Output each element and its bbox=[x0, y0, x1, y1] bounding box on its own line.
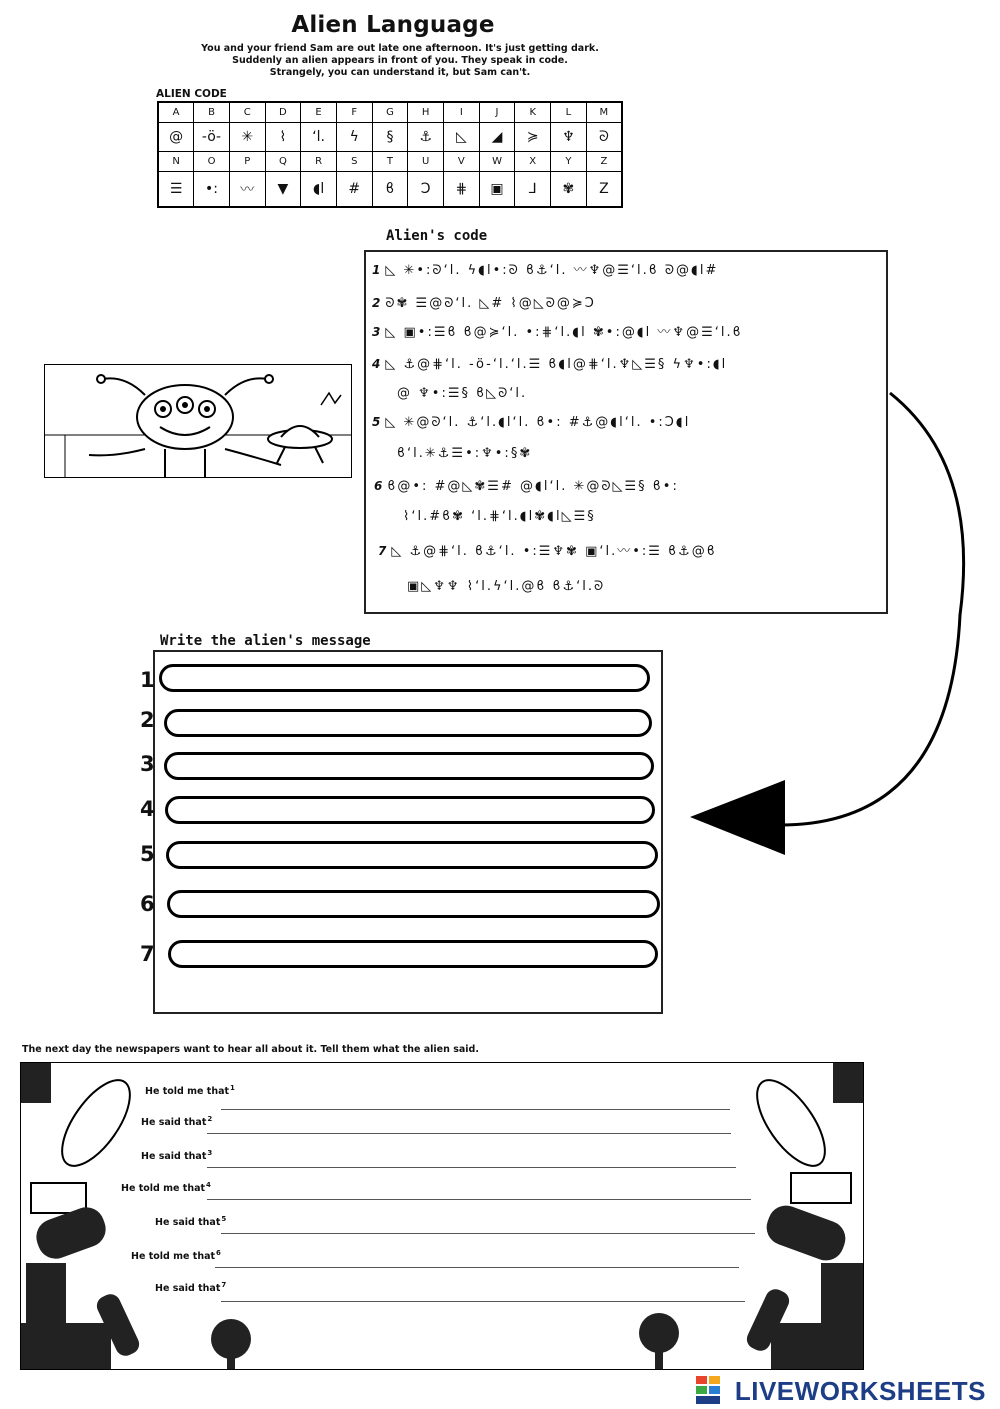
code-letter: Q bbox=[265, 151, 301, 171]
code-symbol: ▣ bbox=[479, 171, 515, 207]
code-symbol: ✳ bbox=[229, 123, 265, 151]
code-letter: I bbox=[444, 102, 480, 123]
answer-input-7[interactable] bbox=[168, 940, 658, 968]
intro-line: Strangely, you can understand it, but Sam can't. bbox=[269, 67, 531, 78]
newspaper-answer-1[interactable] bbox=[221, 1097, 730, 1110]
newspaper-label bbox=[145, 1084, 235, 1097]
code-letter: S bbox=[336, 151, 372, 171]
code-letter: A bbox=[158, 102, 194, 123]
answer-input-6[interactable] bbox=[167, 890, 660, 918]
newspaper-intro: The next day the newspapers want to hear all about it. Tell them what the alien said. bbox=[22, 1044, 479, 1055]
code-line-number: 6 bbox=[374, 479, 383, 493]
answer-number: 3 bbox=[140, 752, 155, 776]
code-symbol: ≽ bbox=[515, 123, 551, 151]
code-symbol-row bbox=[158, 171, 622, 207]
code-letter-row bbox=[158, 151, 622, 171]
alien-illustration bbox=[44, 364, 352, 478]
code-symbol: ϐ bbox=[372, 171, 408, 207]
code-line bbox=[372, 262, 718, 279]
code-letter: E bbox=[301, 102, 337, 123]
answer-input-5[interactable] bbox=[166, 841, 658, 869]
code-letter: J bbox=[479, 102, 515, 123]
newspaper-label-text: He told me that bbox=[131, 1251, 216, 1263]
alien-drawing bbox=[45, 365, 351, 477]
code-symbol: •: bbox=[194, 171, 230, 207]
answer-input-2[interactable] bbox=[164, 709, 652, 737]
code-letter: M bbox=[586, 102, 622, 123]
worksheet-title: Alien Language bbox=[291, 12, 495, 38]
newspaper-label-number: 4 bbox=[206, 1181, 211, 1189]
code-letter: O bbox=[194, 151, 230, 171]
code-line bbox=[402, 578, 605, 595]
code-letter: N bbox=[158, 151, 194, 171]
newspaper-label-text: He told me that bbox=[121, 1183, 206, 1195]
code-symbol: Ͻ bbox=[408, 171, 444, 207]
newspaper-label-number: 6 bbox=[216, 1249, 221, 1257]
newspaper-box bbox=[20, 1062, 864, 1370]
code-symbol: ʻl. bbox=[301, 123, 337, 151]
aliens-code-title: Alien's code bbox=[386, 228, 488, 244]
code-letter: F bbox=[336, 102, 372, 123]
newspaper-label-number: 2 bbox=[207, 1115, 213, 1123]
code-line bbox=[378, 543, 717, 560]
newspaper-answer-4[interactable] bbox=[207, 1187, 751, 1200]
code-symbol: ▼ bbox=[265, 171, 301, 207]
code-letter: L bbox=[551, 102, 587, 123]
code-letter: U bbox=[408, 151, 444, 171]
newspaper-label bbox=[155, 1281, 226, 1294]
newspaper-label bbox=[121, 1181, 211, 1194]
answer-number: 6 bbox=[140, 892, 155, 916]
code-line-text: ϐʻl.✳⚓☰•:♆•:§✾ bbox=[397, 446, 533, 461]
alien-code-label: ALIEN CODE bbox=[156, 88, 227, 100]
answer-number: 2 bbox=[140, 708, 155, 732]
code-letter: R bbox=[301, 151, 337, 171]
code-letter: C bbox=[229, 102, 265, 123]
code-line bbox=[372, 295, 596, 312]
newspaper-answer-5[interactable] bbox=[221, 1221, 755, 1234]
code-letter-row bbox=[158, 102, 622, 123]
code-line-text: ◺ ⚓@⋕ʻl. ϐ⚓ʻl. •:☰♆✾ ▣ʻl.〰•:☰ ϐ⚓@ϐ bbox=[391, 544, 717, 559]
newspaper-label-text: He said that bbox=[141, 1117, 207, 1129]
newspaper-label-number: 3 bbox=[207, 1149, 213, 1157]
newspaper-label bbox=[131, 1249, 221, 1262]
code-line bbox=[372, 324, 743, 341]
answer-input-1[interactable] bbox=[159, 664, 650, 692]
newspaper-label bbox=[141, 1149, 212, 1162]
code-line-number: 1 bbox=[372, 263, 381, 277]
code-line-text: @ ♆•:☰§ ϐ◺ᘐʻl. bbox=[397, 386, 528, 401]
code-letter: H bbox=[408, 102, 444, 123]
code-letter: Z bbox=[586, 151, 622, 171]
code-symbol: ⌇ bbox=[265, 123, 301, 151]
code-line-text: ϐ@•: #@◺✾☰# @◖lʻl. ✳@ᘐ◺☰§ ϐ•: bbox=[387, 479, 679, 494]
code-line-number: 4 bbox=[372, 357, 381, 371]
code-symbol: ✾ bbox=[551, 171, 587, 207]
newspaper-label-number: 7 bbox=[221, 1281, 227, 1289]
code-symbol: ⚓ bbox=[408, 123, 444, 151]
newspaper-label-text: He told me that bbox=[145, 1086, 230, 1098]
code-line bbox=[398, 508, 596, 525]
code-symbol: @ bbox=[158, 123, 194, 151]
alien-code-table bbox=[157, 101, 623, 208]
liveworksheets-logo: LIVEWORKSHEETS bbox=[734, 1376, 986, 1406]
code-letter: W bbox=[479, 151, 515, 171]
code-line-number: 3 bbox=[372, 325, 381, 339]
code-line-text: ⌇ʻl.#ϐ✾ ʻl.⋕ʻl.◖l✾◖l◺☰§ bbox=[403, 509, 596, 524]
code-line bbox=[372, 356, 727, 373]
answer-number: 4 bbox=[140, 797, 155, 821]
code-letter: T bbox=[372, 151, 408, 171]
code-line bbox=[372, 414, 690, 431]
code-letter: G bbox=[372, 102, 408, 123]
code-line-text: ◺ ▣•:☰ϐ ϐ@≽ʻl. •:⋕ʻl.◖l ✾•:@◖l 〰♆@☰ʻl.ϐ bbox=[385, 325, 743, 340]
code-symbol: Z bbox=[586, 171, 622, 207]
newspaper-answer-2[interactable] bbox=[207, 1121, 731, 1134]
liveworksheets-logo-icon bbox=[696, 1376, 720, 1404]
code-symbol: ϟ bbox=[336, 123, 372, 151]
code-line-text: ◺ ✳•:ᘐʻl. ϟ◖l•:ᘐ ϐ⚓ʻl. 〰♆@☰ʻl.ϐ ᘐ@◖l# bbox=[385, 263, 719, 278]
newspaper-label bbox=[155, 1215, 226, 1228]
code-letter: K bbox=[515, 102, 551, 123]
newspaper-answer-3[interactable] bbox=[207, 1155, 736, 1168]
code-line-number: 5 bbox=[372, 415, 381, 429]
code-line bbox=[392, 445, 532, 462]
code-line-text: ᘐ✾ ☰@ᘐʻl. ◺# ⌇@◺ᘐ@≽Ͻ bbox=[385, 296, 596, 311]
newspaper-label-text: He said that bbox=[155, 1283, 221, 1295]
code-symbol: ◺ bbox=[444, 123, 480, 151]
code-line-text: ◺ ✳@ᘐʻl. ⚓ʻl.◖lʻl. ϐ•: #⚓@◖lʻl. •:Ͻ◖l bbox=[385, 415, 691, 430]
curved-arrow-icon bbox=[680, 385, 980, 860]
code-letter: Y bbox=[551, 151, 587, 171]
code-letter: B bbox=[194, 102, 230, 123]
code-symbol: ᘐ bbox=[586, 123, 622, 151]
code-letter: X bbox=[515, 151, 551, 171]
intro-text bbox=[200, 43, 600, 79]
code-line bbox=[392, 385, 527, 402]
code-symbol: § bbox=[372, 123, 408, 151]
code-symbol: 〰 bbox=[229, 171, 265, 207]
code-line-text: ◺ ⚓@⋕ʻl. -ö-ʻl.ʻl.☰ ϐ◖l@⋕ʻl.♆◺☰§ ϟ♆•:◖l bbox=[385, 357, 728, 372]
write-message-title: Write the alien's message bbox=[160, 633, 371, 649]
intro-line: You and your friend Sam are out late one afternoon. It's just getting dark. bbox=[201, 43, 599, 54]
newspaper-answer-6[interactable] bbox=[215, 1255, 739, 1268]
code-line bbox=[374, 478, 679, 495]
newspaper-label-text: He said that bbox=[141, 1151, 207, 1163]
answer-number: 7 bbox=[140, 942, 155, 966]
code-symbol: ♆ bbox=[551, 123, 587, 151]
code-letter: V bbox=[444, 151, 480, 171]
code-line-number: 7 bbox=[378, 544, 387, 558]
newspaper-label-text: He said that bbox=[155, 1217, 221, 1229]
code-symbol: ◖l bbox=[301, 171, 337, 207]
newspaper-label bbox=[141, 1115, 212, 1128]
newspaper-label-number: 1 bbox=[230, 1084, 235, 1092]
code-symbol: ⋕ bbox=[444, 171, 480, 207]
code-letter: D bbox=[265, 102, 301, 123]
answer-input-4[interactable] bbox=[165, 796, 655, 824]
code-line-text: ▣◺♆♆ ⌇ʻl.ϟʻl.@ϐ ϐ⚓ʻl.ᘐ bbox=[407, 579, 606, 594]
code-letter: P bbox=[229, 151, 265, 171]
code-symbol: # bbox=[336, 171, 372, 207]
code-symbol: -ö- bbox=[194, 123, 230, 151]
code-line-number: 2 bbox=[372, 296, 381, 310]
answer-input-3[interactable] bbox=[164, 752, 654, 780]
code-symbol: ◢ bbox=[479, 123, 515, 151]
intro-line: Suddenly an alien appears in front of you. They speak in code. bbox=[232, 55, 568, 66]
answer-number: 1 bbox=[140, 668, 155, 692]
newspaper-label-number: 5 bbox=[221, 1215, 227, 1223]
code-symbol: ⅃ bbox=[515, 171, 551, 207]
code-symbol: ☰ bbox=[158, 171, 194, 207]
newspaper-answer-7[interactable] bbox=[221, 1289, 745, 1302]
code-symbol-row bbox=[158, 123, 622, 151]
answer-number: 5 bbox=[140, 842, 155, 866]
